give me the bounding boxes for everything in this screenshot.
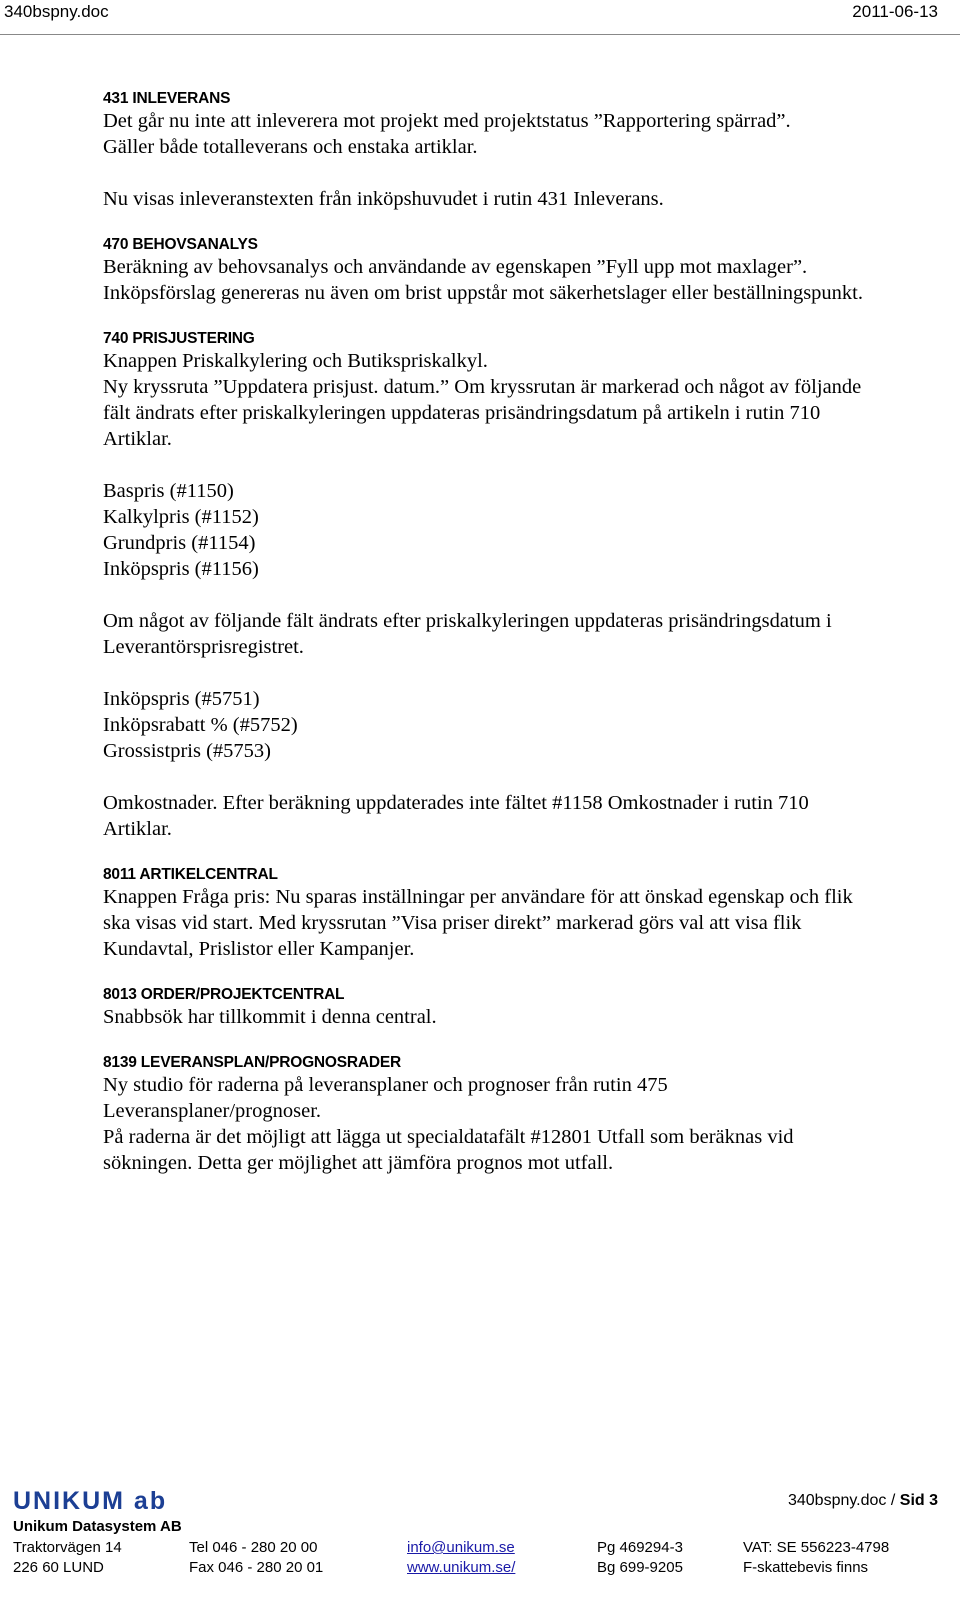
page-file: 340bspny.doc	[787, 1492, 887, 1509]
paragraph-line: sökningen. Detta ger möjlighet att jämföra prognos mot utfall.	[103, 1152, 614, 1174]
paragraph-line: Snabbsök har tillkommit i denna central.	[103, 1006, 437, 1028]
header-date: 2011-06-13	[852, 2, 938, 21]
section-8013	[103, 986, 943, 1030]
field-item: Inköpsrabatt % (#5752)	[103, 714, 298, 736]
field-item: Grossistpris (#5753)	[103, 740, 271, 762]
paragraph-line: Gäller både totalleverans och enstaka artiklar.	[103, 136, 478, 158]
section-8139	[103, 1054, 943, 1176]
paragraph-line: Knappen Priskalkylering och Butikspriskalkyl.	[103, 350, 488, 372]
page-header	[0, 0, 960, 38]
paragraph-line: fält ändrats efter priskalkyleringen uppdateras prisändringsdatum på artikeln i rutin 710	[103, 402, 821, 424]
paragraph-line: Artiklar.	[103, 428, 172, 450]
paragraph-line: Beräkning av behovsanalys och användande av egenskapen ”Fyll upp mot maxlager”.	[103, 256, 808, 278]
paragraph-line: Kundavtal, Prislistor eller Kampanjer.	[103, 938, 415, 960]
paragraph-line: Ny studio för raderna på leveransplaner och prognoser från rutin 475	[103, 1074, 668, 1096]
tax-certificate: F-skattebevis finns	[743, 1559, 869, 1576]
section-heading: 431 INLEVERANS	[103, 90, 231, 107]
section-heading: 8013 ORDER/PROJEKTCENTRAL	[103, 986, 345, 1003]
paragraph-line: Ny kryssruta ”Uppdatera prisjust. datum.” Om kryssrutan är markerad och något av följande	[103, 376, 862, 398]
page-footer	[0, 1488, 960, 1602]
paragraph-line: Knappen Fråga pris: Nu sparas inställningar per användare för att önskad egenskap och flik	[103, 886, 853, 908]
bankgiro: Bg 699-9205	[597, 1559, 683, 1576]
paragraph-line: Leverantörsprisregistret.	[103, 636, 304, 658]
paragraph-line: Artiklar.	[103, 818, 172, 840]
field-item: Baspris (#1150)	[103, 480, 234, 502]
email-link[interactable]: info@unikum.se	[407, 1539, 515, 1556]
unikum-logo	[13, 1488, 233, 1512]
document-body	[103, 90, 943, 1176]
section-470	[103, 236, 943, 306]
field-item: Inköpspris (#5751)	[103, 688, 260, 710]
paragraph-line: Leveransplaner/prognoser.	[103, 1100, 322, 1122]
page-label: Sid 3	[899, 1492, 938, 1509]
section-heading: 470 BEHOVSANALYS	[103, 236, 258, 253]
header-filename: 340bspny.doc	[4, 2, 109, 21]
svg-text:UNIKUM ab: UNIKUM ab	[13, 1488, 168, 1512]
section-heading: 8011 ARTIKELCENTRAL	[103, 866, 278, 883]
phone-column	[189, 1538, 323, 1578]
header-divider	[0, 34, 960, 35]
paragraph-line: Det går nu inte att inleverera mot projekt med projektstatus ”Rapportering spärrad”.	[103, 110, 791, 132]
plusgiro: Pg 469294-3	[597, 1539, 683, 1556]
section-heading: 740 PRISJUSTERING	[103, 330, 255, 347]
section-8011	[103, 866, 943, 962]
paragraph-line: Inköpsförslag genereras nu även om brist uppstår mot säkerhetslager eller beställningspunkt.	[103, 282, 864, 304]
company-name: Unikum Datasystem AB	[13, 1518, 182, 1535]
paragraph-line: Omkostnader. Efter beräkning uppdaterades inte fältet #1158 Omkostnader i rutin 710	[103, 792, 809, 814]
contact-column	[407, 1538, 515, 1578]
paragraph-line: ska visas vid start. Med kryssrutan ”Visa priser direkt” markerad görs val att visa flik	[103, 912, 802, 934]
field-item: Inköpspris (#1156)	[103, 558, 259, 580]
page-number	[788, 1492, 938, 1510]
section-heading: 8139 LEVERANSPLAN/PROGNOSRADER	[103, 1054, 402, 1071]
section-431	[103, 90, 943, 212]
field-item: Kalkylpris (#1152)	[103, 506, 259, 528]
field-item: Grundpris (#1154)	[103, 532, 256, 554]
tax-column	[743, 1538, 889, 1578]
section-740	[103, 330, 943, 842]
street-address: Traktorvägen 14	[13, 1539, 122, 1556]
giro-column	[597, 1538, 683, 1578]
telephone: Tel 046 - 280 20 00	[189, 1539, 318, 1556]
vat-number: VAT: SE 556223-4798	[743, 1539, 890, 1556]
postal-city: 226 60 LUND	[13, 1559, 104, 1576]
address-column	[13, 1538, 122, 1578]
website-link[interactable]: www.unikum.se/	[407, 1559, 516, 1576]
fax: Fax 046 - 280 20 01	[189, 1559, 324, 1576]
paragraph-line: På raderna är det möjligt att lägga ut specialdatafält #12801 Utfall som beräknas vid	[103, 1126, 794, 1148]
paragraph-line: Nu visas inleveranstexten från inköpshuvudet i rutin 431 Inleverans.	[103, 188, 664, 210]
page-sep: /	[886, 1492, 900, 1509]
paragraph-line: Om något av följande fält ändrats efter priskalkyleringen uppdateras prisändringsdatum i	[103, 610, 832, 632]
